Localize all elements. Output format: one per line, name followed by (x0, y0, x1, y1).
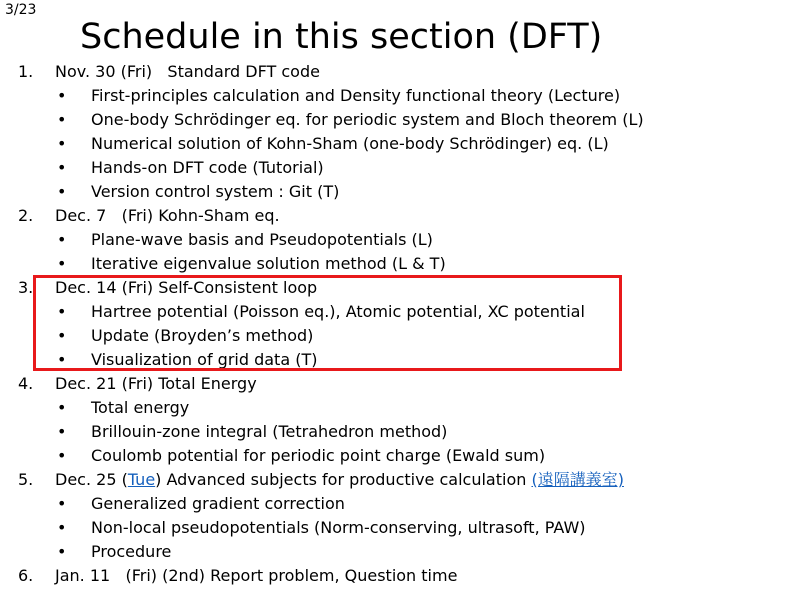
page-number: 3/23 (5, 2, 37, 18)
bullet-icon: • (57, 134, 67, 153)
slide-title: Schedule in this section (DFT) (80, 17, 603, 57)
topic-item (0, 252, 794, 276)
session-heading (0, 204, 794, 228)
session-title-text: ) Advanced subjects for productive calculation (155, 470, 532, 489)
topic-text: Total energy (91, 398, 190, 417)
topic-item (0, 132, 794, 156)
topic-text: Procedure (91, 542, 172, 561)
topic-item (0, 420, 794, 444)
topic-text: Version control system : Git (T) (91, 182, 340, 201)
topic-text: First-principles calculation and Density functional theory (Lecture) (91, 86, 621, 105)
topic-item (0, 84, 794, 108)
topic-text: Hands-on DFT code (Tutorial) (91, 158, 324, 177)
topic-item (0, 396, 794, 420)
topic-text: Update (Broyden’s method) (91, 326, 314, 345)
session-title: Jan. 11 (Fri) (2nd) Report problem, Question time (55, 566, 458, 585)
bullet-icon: • (57, 542, 67, 561)
session-title: Dec. 14 (Fri) Self-Consistent loop (55, 278, 318, 297)
topic-text: Brillouin-zone integral (Tetrahedron method) (91, 422, 448, 441)
bullet-icon: • (57, 302, 67, 321)
session-heading (0, 60, 794, 84)
session-heading (0, 468, 794, 492)
remote-lecture-room-link[interactable]: (遠隔講義室) (531, 470, 624, 489)
bullet-icon: • (57, 230, 67, 249)
session-number: 1. (18, 62, 34, 81)
topic-text: Coulomb potential for periodic point charge (Ewald sum) (91, 446, 546, 465)
topic-item (0, 156, 794, 180)
session-title: Nov. 30 (Fri) Standard DFT code (55, 62, 320, 81)
bullet-icon: • (57, 158, 67, 177)
topic-text: Numerical solution of Kohn-Sham (one-body Schrödinger) eq. (L) (91, 134, 609, 153)
topic-text: Visualization of grid data (T) (91, 350, 318, 369)
topic-item (0, 492, 794, 516)
topic-text: Hartree potential (Poisson eq.), Atomic potential, XC potential (91, 302, 585, 321)
topic-text: Plane-wave basis and Pseudopotentials (L) (91, 230, 433, 249)
topic-text: Iterative eigenvalue solution method (L & T) (91, 254, 446, 273)
session-title (55, 468, 624, 492)
bullet-icon: • (57, 182, 67, 201)
topic-text: Generalized gradient correction (91, 494, 345, 513)
topic-item (0, 540, 794, 564)
session-title: Dec. 7 (Fri) Kohn-Sham eq. (55, 206, 280, 225)
bullet-icon: • (57, 398, 67, 417)
topic-item (0, 180, 794, 204)
tue-link[interactable]: Tue (127, 470, 156, 489)
topic-item (0, 228, 794, 252)
session-heading (0, 372, 794, 396)
topic-item (0, 108, 794, 132)
bullet-icon: • (57, 326, 67, 345)
topic-item (0, 516, 794, 540)
session-number: 6. (18, 566, 34, 585)
bullet-icon: • (57, 254, 67, 273)
bullet-icon: • (57, 446, 67, 465)
session-number: 3. (18, 278, 34, 297)
highlight-box (33, 275, 622, 371)
bullet-icon: • (57, 350, 67, 369)
session-date-text: Dec. 25 ( (55, 470, 128, 489)
session-number: 4. (18, 374, 34, 393)
topic-text: Non-local pseudopotentials (Norm-conserving, ultrasoft, PAW) (91, 518, 586, 537)
topic-text: One-body Schrödinger eq. for periodic system and Bloch theorem (L) (91, 110, 644, 129)
bullet-icon: • (57, 518, 67, 537)
bullet-icon: • (57, 110, 67, 129)
bullet-icon: • (57, 86, 67, 105)
session-title: Dec. 21 (Fri) Total Energy (55, 374, 257, 393)
topic-item (0, 444, 794, 468)
bullet-icon: • (57, 494, 67, 513)
session-number: 5. (18, 470, 34, 489)
session-heading (0, 564, 794, 588)
bullet-icon: • (57, 422, 67, 441)
session-number: 2. (18, 206, 34, 225)
